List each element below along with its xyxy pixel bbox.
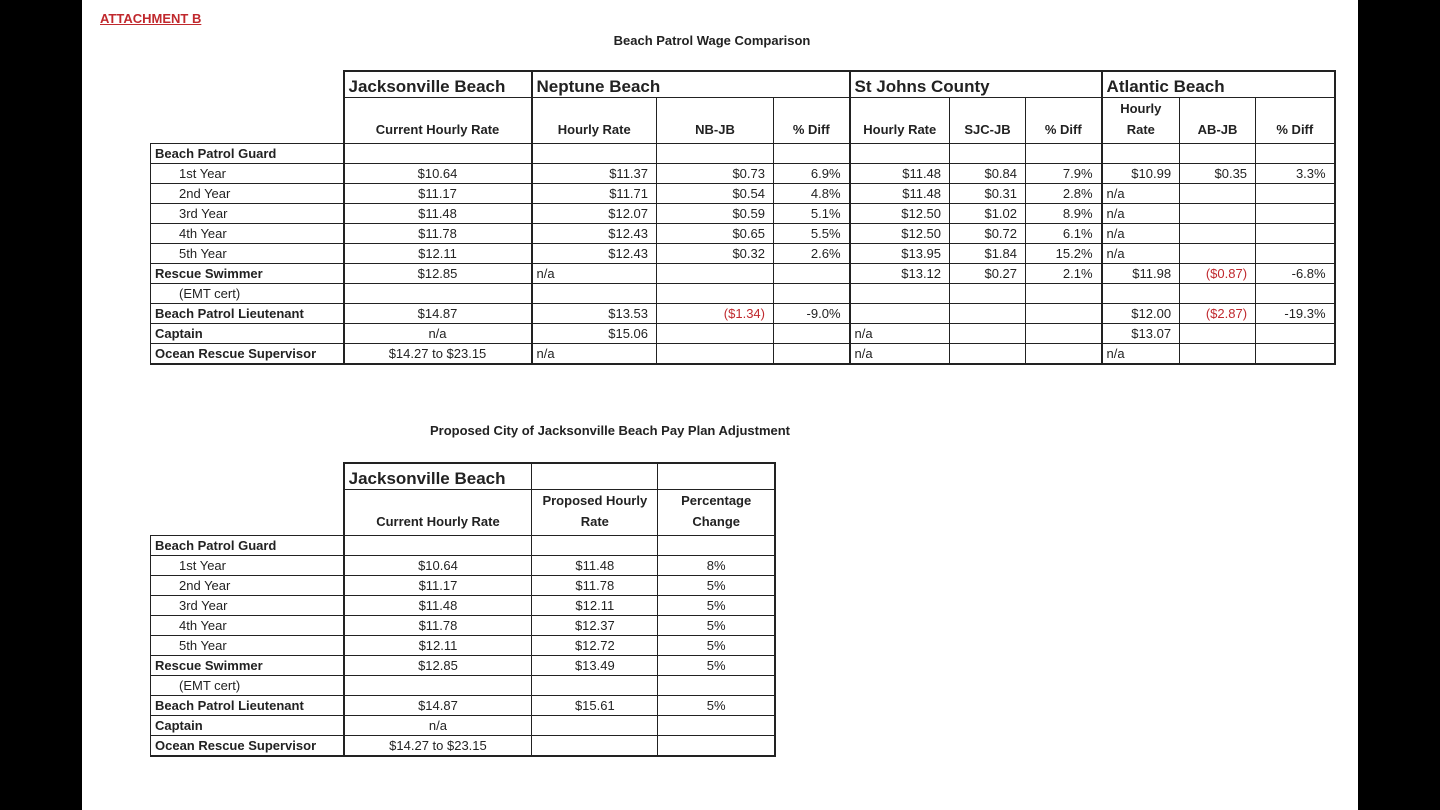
table-cell: -6.8% [1256, 264, 1335, 284]
table-row [151, 536, 776, 556]
row-label: Captain [151, 716, 344, 736]
table-cell: $11.48 [850, 184, 950, 204]
table-cell [850, 284, 950, 304]
attachment-label: ATTACHMENT B [100, 11, 202, 26]
table-cell: n/a [344, 716, 532, 736]
row-label: Rescue Swimmer [151, 264, 344, 284]
column-header: Percentage Change [658, 490, 775, 536]
table-cell: $14.87 [344, 304, 532, 324]
table-row [151, 284, 1335, 304]
table-row [151, 616, 776, 636]
table-cell [774, 324, 850, 344]
table-row [151, 676, 776, 696]
table-cell: 2.6% [774, 244, 850, 264]
table-cell: $12.11 [344, 244, 532, 264]
row-label: Rescue Swimmer [151, 656, 344, 676]
table-row [151, 224, 1335, 244]
column-header: Hourly Rate [532, 98, 657, 144]
table-row [151, 184, 1335, 204]
table-cell: n/a [1102, 224, 1180, 244]
group-header-row [151, 71, 1335, 98]
column-header: Proposed Hourly Rate [532, 490, 658, 536]
table-cell: n/a [1102, 244, 1180, 264]
table-cell: 6.9% [774, 164, 850, 184]
comparison-title: Beach Patrol Wage Comparison [613, 33, 811, 48]
row-label: 3rd Year [151, 596, 344, 616]
table-cell: $11.48 [532, 556, 658, 576]
table-cell: 5% [658, 636, 775, 656]
table-row [151, 204, 1335, 224]
table-cell: $12.11 [344, 636, 532, 656]
table-cell: $14.27 to $23.15 [344, 344, 532, 365]
table-cell: 2.8% [1026, 184, 1102, 204]
document-page [82, 0, 1358, 810]
table-cell: $11.78 [344, 224, 532, 244]
table-cell [1026, 284, 1102, 304]
table-cell: $10.64 [344, 164, 532, 184]
group-header: St Johns County [850, 71, 1102, 98]
corner-cell [151, 463, 344, 490]
table-cell: $1.02 [950, 204, 1026, 224]
table-cell: $12.43 [532, 224, 657, 244]
table-cell: 5% [658, 696, 775, 716]
table-cell: n/a [850, 344, 950, 365]
table-cell: $12.50 [850, 204, 950, 224]
proposed-pay-table [150, 462, 776, 757]
column-header: % Diff [1256, 98, 1335, 144]
table-cell: $13.07 [1102, 324, 1180, 344]
table-row [151, 264, 1335, 284]
table-cell [344, 536, 532, 556]
table-cell [658, 676, 775, 696]
table-cell: 5.5% [774, 224, 850, 244]
table-cell: $13.53 [532, 304, 657, 324]
table-row [151, 324, 1335, 344]
table-cell [1026, 144, 1102, 164]
group-header: Atlantic Beach [1102, 71, 1335, 98]
row-label: 5th Year [151, 244, 344, 264]
table-cell [657, 144, 774, 164]
table-cell [532, 716, 658, 736]
table-cell: $11.71 [532, 184, 657, 204]
table-cell: n/a [850, 324, 950, 344]
table-cell [1102, 144, 1180, 164]
table-cell: $10.64 [344, 556, 532, 576]
table-cell [657, 324, 774, 344]
column-header: SJC-JB [950, 98, 1026, 144]
table-cell: $11.78 [532, 576, 658, 596]
table-cell: $13.12 [850, 264, 950, 284]
proposed-title: Proposed City of Jacksonville Beach Pay Plan Adjustment [429, 423, 790, 438]
row-label: 2nd Year [151, 576, 344, 596]
row-label: 4th Year [151, 224, 344, 244]
table-cell: ($0.87) [1180, 264, 1256, 284]
table-cell [1256, 204, 1335, 224]
table-cell: $11.48 [344, 596, 532, 616]
table-cell [1256, 224, 1335, 244]
table-cell [850, 144, 950, 164]
group-header-empty [658, 463, 775, 490]
table-cell: 5% [658, 616, 775, 636]
table-cell: $12.85 [344, 656, 532, 676]
table-row [151, 656, 776, 676]
table-cell: n/a [532, 264, 657, 284]
row-label: 3rd Year [151, 204, 344, 224]
table-cell [1180, 324, 1256, 344]
table-cell [1256, 284, 1335, 304]
table-cell [532, 284, 657, 304]
row-label: Beach Patrol Lieutenant [151, 304, 344, 324]
table-row [151, 736, 776, 757]
table-cell: $12.43 [532, 244, 657, 264]
table-cell [950, 144, 1026, 164]
table-cell [774, 144, 850, 164]
table-cell [1180, 244, 1256, 264]
table-cell [1026, 304, 1102, 324]
table-cell [1256, 324, 1335, 344]
table-cell [1180, 184, 1256, 204]
table-cell: ($1.34) [657, 304, 774, 324]
table-cell: 5% [658, 656, 775, 676]
row-label: (EMT cert) [151, 284, 344, 304]
table-cell [344, 144, 532, 164]
table-cell [532, 736, 658, 757]
group-header: Jacksonville Beach [344, 71, 532, 98]
table-row [151, 596, 776, 616]
table-cell: $11.37 [532, 164, 657, 184]
table-cell: 5% [658, 576, 775, 596]
table-cell: ($2.87) [1180, 304, 1256, 324]
row-label: 1st Year [151, 556, 344, 576]
row-label: Beach Patrol Guard [151, 536, 344, 556]
column-header: Hourly Rate [850, 98, 950, 144]
row-label: (EMT cert) [151, 676, 344, 696]
table-cell [1256, 244, 1335, 264]
column-header: Current Hourly Rate [344, 98, 532, 144]
table-cell: 6.1% [1026, 224, 1102, 244]
table-cell: $12.11 [532, 596, 658, 616]
table-cell: n/a [1102, 184, 1180, 204]
table-cell [658, 536, 775, 556]
row-label: 5th Year [151, 636, 344, 656]
table-cell [532, 144, 657, 164]
table-cell [1180, 344, 1256, 365]
corner-cell [151, 98, 344, 144]
row-label: 4th Year [151, 616, 344, 636]
table-cell: $14.27 to $23.15 [344, 736, 532, 757]
table-cell: 4.8% [774, 184, 850, 204]
column-header: Current Hourly Rate [344, 490, 532, 536]
table-cell [1256, 184, 1335, 204]
row-label: 1st Year [151, 164, 344, 184]
table-cell: $0.72 [950, 224, 1026, 244]
table-cell [658, 716, 775, 736]
table-cell [657, 284, 774, 304]
table-row [151, 636, 776, 656]
table-cell: 15.2% [1026, 244, 1102, 264]
table-cell [1026, 344, 1102, 365]
table-cell: $0.31 [950, 184, 1026, 204]
table-cell: $0.27 [950, 264, 1026, 284]
table-cell [1180, 284, 1256, 304]
table-cell: n/a [532, 344, 657, 365]
table-cell: $14.87 [344, 696, 532, 716]
table-cell: $0.35 [1180, 164, 1256, 184]
table-cell: $0.65 [657, 224, 774, 244]
table-cell: $15.06 [532, 324, 657, 344]
table-cell: $11.48 [344, 204, 532, 224]
corner-cell [151, 490, 344, 536]
table-cell: $0.73 [657, 164, 774, 184]
table-cell: $11.48 [850, 164, 950, 184]
table-cell [1180, 204, 1256, 224]
table-cell: $13.49 [532, 656, 658, 676]
table-cell: $10.99 [1102, 164, 1180, 184]
row-label: Ocean Rescue Supervisor [151, 344, 344, 365]
group-header-row [151, 463, 776, 490]
table-cell [1256, 344, 1335, 365]
table-cell: $1.84 [950, 244, 1026, 264]
table-cell: 5% [658, 596, 775, 616]
column-header: % Diff [1026, 98, 1102, 144]
column-header: Hourly Rate [1102, 98, 1180, 144]
table-cell: $12.37 [532, 616, 658, 636]
table-cell: $11.98 [1102, 264, 1180, 284]
table-cell: n/a [344, 324, 532, 344]
table-cell: -9.0% [774, 304, 850, 324]
table-cell [1180, 224, 1256, 244]
table-cell [344, 676, 532, 696]
table-cell [1180, 144, 1256, 164]
table-cell [950, 284, 1026, 304]
table-cell [532, 676, 658, 696]
table-cell: 8.9% [1026, 204, 1102, 224]
corner-cell [151, 71, 344, 98]
table-cell: $0.54 [657, 184, 774, 204]
table-row [151, 716, 776, 736]
table-cell: $0.59 [657, 204, 774, 224]
table-cell [1026, 324, 1102, 344]
table-cell: $12.85 [344, 264, 532, 284]
table-cell [657, 344, 774, 365]
table-cell: $0.32 [657, 244, 774, 264]
table-row [151, 696, 776, 716]
group-header-empty [532, 463, 658, 490]
column-header: AB-JB [1180, 98, 1256, 144]
table-cell [774, 284, 850, 304]
table-cell: 3.3% [1256, 164, 1335, 184]
table-cell [850, 304, 950, 324]
table-row [151, 556, 776, 576]
column-header: % Diff [774, 98, 850, 144]
table-cell: $12.72 [532, 636, 658, 656]
table-cell: n/a [1102, 344, 1180, 365]
column-header: NB-JB [657, 98, 774, 144]
row-label: Ocean Rescue Supervisor [151, 736, 344, 757]
column-header-row [151, 490, 776, 536]
table-cell: 8% [658, 556, 775, 576]
table-cell [1102, 284, 1180, 304]
group-header: Neptune Beach [532, 71, 850, 98]
table-cell: $11.17 [344, 184, 532, 204]
table-cell: -19.3% [1256, 304, 1335, 324]
table-row [151, 576, 776, 596]
table-cell: n/a [1102, 204, 1180, 224]
group-header: Jacksonville Beach [344, 463, 532, 490]
table-cell: 5.1% [774, 204, 850, 224]
table-cell: 7.9% [1026, 164, 1102, 184]
table-cell [774, 344, 850, 365]
table-cell [657, 264, 774, 284]
table-cell: $0.84 [950, 164, 1026, 184]
row-label: Beach Patrol Lieutenant [151, 696, 344, 716]
table-cell: 2.1% [1026, 264, 1102, 284]
row-label: Captain [151, 324, 344, 344]
table-cell [950, 304, 1026, 324]
table-row [151, 344, 1335, 365]
row-label: 2nd Year [151, 184, 344, 204]
table-cell: $11.17 [344, 576, 532, 596]
table-cell: $12.00 [1102, 304, 1180, 324]
table-row [151, 164, 1335, 184]
wage-comparison-table [150, 70, 1336, 365]
table-row [151, 144, 1335, 164]
table-cell [658, 736, 775, 757]
table-cell: $15.61 [532, 696, 658, 716]
table-row [151, 304, 1335, 324]
table-row [151, 244, 1335, 264]
column-header-row [151, 98, 1335, 144]
table-cell: $12.50 [850, 224, 950, 244]
table-cell: $12.07 [532, 204, 657, 224]
table-cell [950, 324, 1026, 344]
table-cell [532, 536, 658, 556]
table-cell [950, 344, 1026, 365]
table-cell [344, 284, 532, 304]
table-cell: $11.78 [344, 616, 532, 636]
table-cell: $13.95 [850, 244, 950, 264]
table-cell [774, 264, 850, 284]
table-cell [1256, 144, 1335, 164]
row-label: Beach Patrol Guard [151, 144, 344, 164]
